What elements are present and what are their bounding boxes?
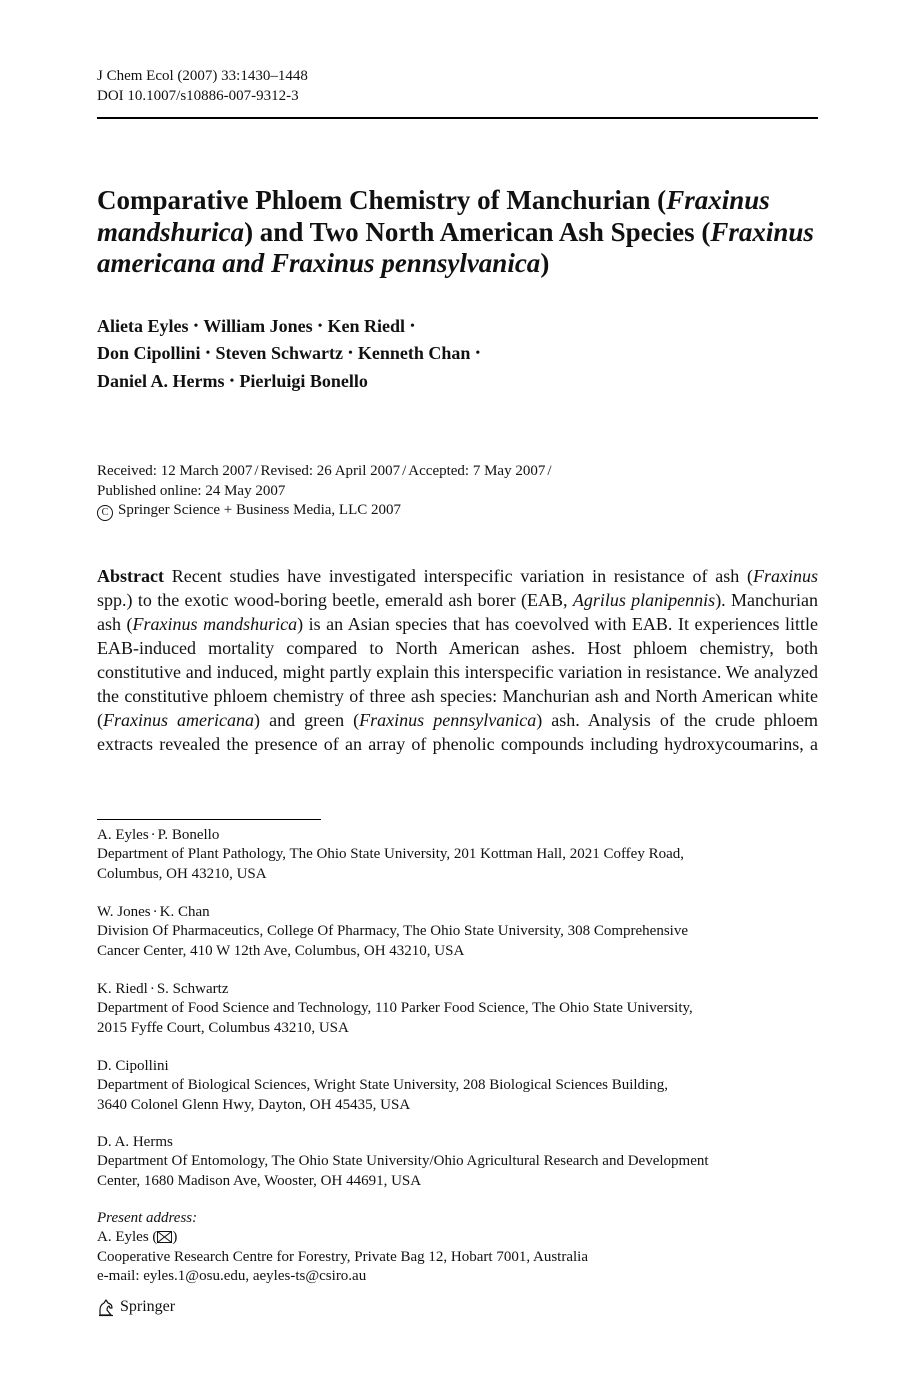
publisher-name: Springer [120, 1298, 176, 1315]
title-species-2: Fraxinus americana and Fraxinus pennsylvanica [97, 216, 814, 278]
affiliation-block [97, 826, 818, 884]
affiliation-author-name: P. Bonello [157, 827, 220, 843]
present-address [97, 1209, 818, 1287]
author-line: Daniel A. Herms • Pierluigi Bonello [97, 370, 368, 391]
envelope-icon [157, 1231, 172, 1243]
author-name[interactable]: William Jones [203, 316, 313, 336]
affiliation-author-name: D. Cipollini [97, 1058, 169, 1074]
email[interactable]: e-mail: eyles.1@osu.edu, aeyles-ts@csiro.au [97, 1268, 367, 1285]
journal-citation: J Chem Ecol (2007) 33:1430–1448 [97, 68, 308, 84]
affiliation-author-name: S. Schwartz [156, 981, 229, 997]
abstract-text: ) ash. Analysis of the crude phloem extracts revealed the presence of an array of phenolic compounds including hydroxycoumarins, a [97, 710, 818, 754]
title-species-1: Fraxinus mandshurica [97, 185, 770, 247]
received-date: Received: 12 March 2007 [97, 463, 253, 479]
history-line: Received: 12 March 2007 / Revised: 26 April 2007 / Accepted: 7 May 2007 / [97, 463, 552, 479]
footnote-rule [97, 819, 321, 820]
affiliation-address: Department Of Entomology, The Ohio State University/Ohio Agricultural Research and Development [97, 1153, 709, 1170]
springer-horse-icon [97, 1298, 116, 1317]
abstract-italic: Fraxinus pennsylvanica [359, 710, 537, 730]
publisher-logo [97, 1297, 175, 1317]
abstract-text: ) is an Asian species that has coevolved with EAB. It experiences little EAB-induced mortality compared to North American ashes. Host phloem chemistry, both constitutive and induced, might partly explain this interspecific variation in resistance. We analyzed the constitutive phloem chemistry of three ash species: Manchurian ash and North American white ( [97, 614, 819, 730]
author-name[interactable]: Steven Schwartz [215, 343, 343, 364]
name-separator: · [150, 827, 156, 843]
affiliation-address: 3640 Colonel Glenn Hwy, Dayton, OH 45435, USA [97, 1096, 411, 1113]
copyright-icon: C [97, 505, 113, 521]
article-title: Comparative Phloem Chemistry of Manchurian (Fraxinus mandshurica) and Two North American Ash Species (Fraxinus americana and Fraxinus pennsylvanica) [97, 185, 814, 278]
affiliation-address: Department of Food Science and Technology, 110 Parker Food Science, The Ohio State University, [97, 1000, 693, 1017]
affiliation-author-name: K. Riedl [97, 981, 148, 997]
author-name[interactable]: Don Cipollini [97, 343, 201, 364]
abstract-body [97, 566, 818, 754]
header-rule [97, 117, 818, 119]
doi: DOI 10.1007/s10886-007-9312-3 [97, 87, 299, 104]
affiliation-block [97, 903, 818, 961]
abstract-italic: Fraxinus [753, 566, 818, 586]
article-history [97, 462, 554, 521]
published-date: Published online: 24 May 2007 [97, 482, 286, 499]
corresponding-author: A. Eyles ( ) [97, 1229, 178, 1246]
affiliation-author-name: D. A. Herms [97, 1134, 173, 1150]
abstract-italic: Fraxinus americana [103, 710, 255, 730]
author-separator: • [193, 319, 199, 334]
abstract [97, 564, 818, 756]
abstract-text: ) and green ( [254, 710, 360, 730]
name-separator: · [149, 981, 155, 997]
author-name[interactable]: Pierluigi Bonello [239, 370, 368, 391]
author-list [97, 314, 818, 396]
affiliation-authors [97, 903, 818, 922]
affiliation-authors [97, 1133, 818, 1152]
abstract-text: spp.) to the exotic wood-boring beetle, emerald ash borer (EAB, [97, 590, 573, 610]
affiliation-address: Cancer Center, 410 W 12th Ave, Columbus, OH 43210, USA [97, 942, 465, 959]
affiliation-author-name: K. Chan [159, 904, 210, 920]
present-address-text: Cooperative Research Centre for Forestry, Private Bag 12, Hobart 7001, Australia [97, 1248, 588, 1265]
affiliation-authors [97, 826, 818, 845]
revised-date: Revised: 26 April 2007 [260, 463, 401, 479]
journal-header [97, 67, 308, 106]
affiliation-block [97, 1133, 818, 1191]
abstract-text: ). Manchurian ash ( [97, 590, 818, 634]
accepted-date: Accepted: 7 May 2007 [408, 463, 546, 479]
affiliation-author-name: W. Jones [97, 904, 151, 920]
affiliation-authors [97, 980, 818, 999]
affiliation-block [97, 980, 818, 1038]
author-line: Don Cipollini • Steven Schwartz • Kenneth Chan • [97, 343, 481, 364]
author-name[interactable]: Daniel A. Herms [97, 370, 225, 391]
copyright-text: Springer Science + Business Media, LLC 2007 [118, 502, 402, 518]
name-separator: · [152, 904, 158, 920]
abstract-text: Recent studies have investigated interspecific variation in resistance of ash ( [163, 566, 753, 586]
affiliation-address: Columbus, OH 43210, USA [97, 865, 267, 882]
affiliation-address: Department of Plant Pathology, The Ohio State University, 201 Kottman Hall, 2021 Coffey Road, [97, 846, 684, 863]
affiliation-block [97, 1057, 818, 1115]
author-name[interactable]: Ken Riedl [327, 316, 406, 336]
author-line: Alieta Eyles • William Jones • Ken Riedl • [97, 316, 415, 336]
affiliation-address: Division Of Pharmaceutics, College Of Pharmacy, The Ohio State University, 308 Comprehensive [97, 923, 688, 940]
abstract-heading: Abstract [97, 566, 164, 586]
abstract-italic: Agrilus planipennis [572, 590, 716, 610]
present-address-label: Present address: [97, 1210, 198, 1226]
copyright-line [97, 501, 554, 521]
affiliation-author-name: A. Eyles [97, 827, 149, 843]
author-name[interactable]: Alieta Eyles [97, 316, 189, 336]
affiliation-address: Department of Biological Sciences, Wright State University, 208 Biological Sciences Building, [97, 1077, 668, 1094]
affiliation-address: 2015 Fyffe Court, Columbus 43210, USA [97, 1019, 349, 1036]
abstract-italic: Fraxinus mandshurica [132, 614, 298, 634]
author-name[interactable]: Kenneth Chan [357, 343, 471, 364]
affiliation-authors [97, 1057, 818, 1076]
affiliation-address: Center, 1680 Madison Ave, Wooster, OH 44691, USA [97, 1172, 422, 1189]
